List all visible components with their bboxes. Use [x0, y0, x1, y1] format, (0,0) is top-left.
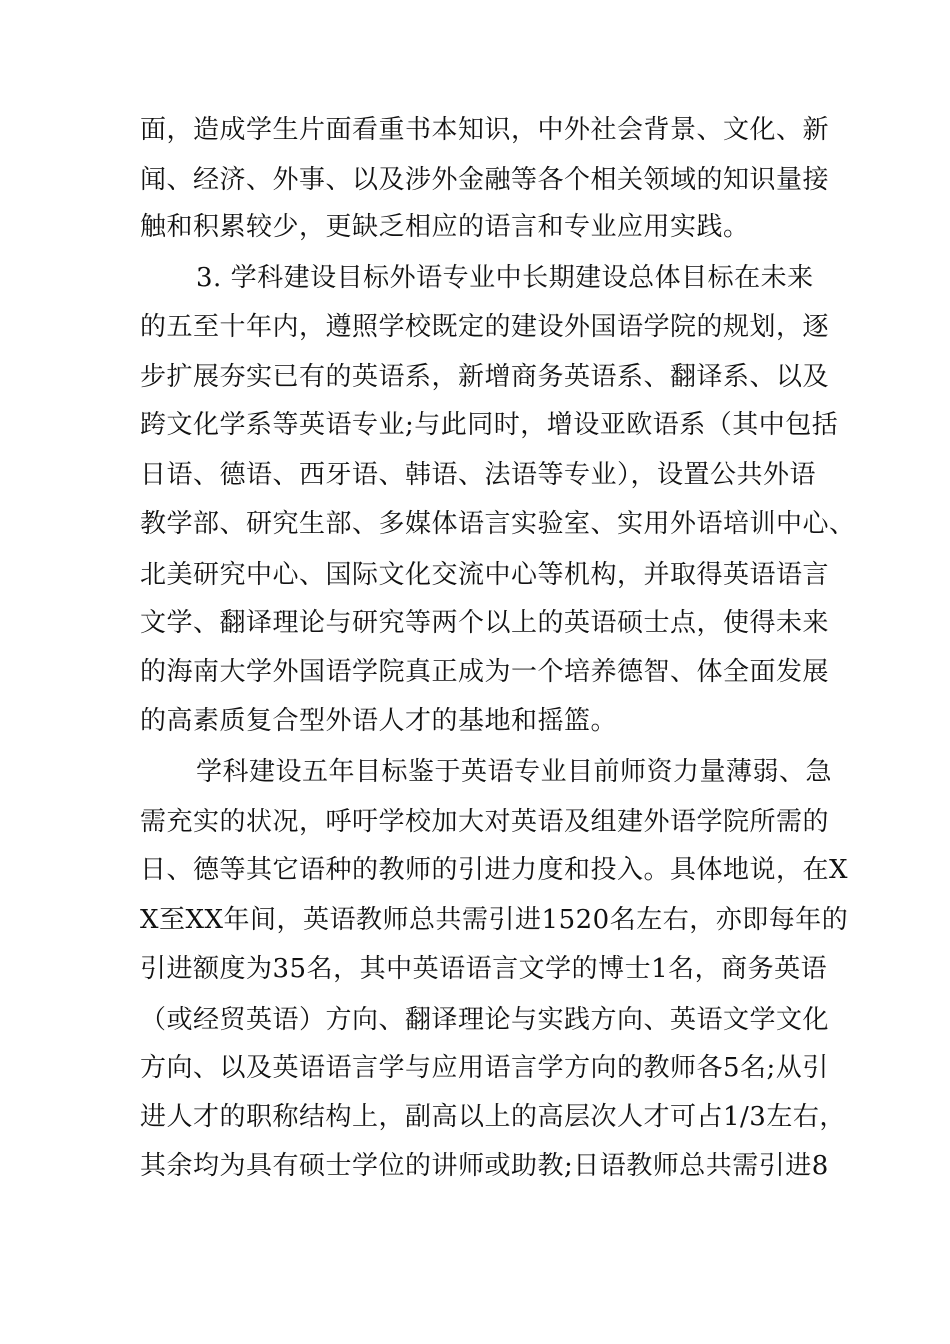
text-line: 教学部、研究生部、多媒体语言实验室、实用外语培训中心、 [140, 509, 856, 539]
text-line: 的五至十年内，遵照学校既定的建设外国语学院的规划，逐 [140, 312, 830, 342]
text-line: 闻、经济、外事、以及涉外金融等各个相关领域的知识量接 [140, 165, 830, 195]
text-line: 面，造成学生片面看重书本知识，中外社会背景、文化、新 [140, 115, 830, 145]
text-line: 方向、以及英语语言学与应用语言学方向的教师各5名;从引 [140, 1053, 829, 1083]
text-line: 需充实的状况，呼吁学校加大对英语及组建外语学院所需的 [140, 807, 830, 837]
text-line: 日、德等其它语种的教师的引进力度和投入。具体地说，在X [140, 855, 849, 885]
text-line: 步扩展夯实已有的英语系，新增商务英语系、翻译系、以及 [140, 362, 830, 392]
text-line: 北美研究中心、国际文化交流中心等机构，并取得英语语言 [140, 560, 830, 590]
text-line: 其余均为具有硕士学位的讲师或助教;日语教师总共需引进8 [140, 1151, 829, 1181]
text-line: X至XX年间，英语教师总共需引进1520名左右，亦即每年的 [140, 905, 849, 935]
text-line: 触和积累较少，更缺乏相应的语言和专业应用实践。 [140, 212, 750, 242]
text-line: 日语、德语、西牙语、韩语、法语等专业），设置公共外语 [140, 460, 817, 490]
text-line: 的高素质复合型外语人才的基地和摇篮。 [140, 706, 618, 736]
text-line: 引进额度为35名，其中英语语言文学的博士1名，商务英语 [140, 954, 828, 984]
text-line: 的海南大学外国语学院真正成为一个培养德智、体全面发展 [140, 657, 830, 687]
text-line: 文学、翻译理论与研究等两个以上的英语硕士点，使得未来 [140, 608, 830, 638]
text-line: 3. 学科建设目标外语专业中长期建设总体目标在未来 [196, 263, 814, 293]
text-line: 跨文化学系等英语专业;与此同时，增设亚欧语系（其中包括 [140, 410, 839, 440]
text-line: 学科建设五年目标鉴于英语专业目前师资力量薄弱、急 [196, 757, 833, 787]
text-line: 进人才的职称结构上，副高以上的高层次人才可占1/3左右， [140, 1102, 846, 1132]
text-line: （或经贸英语）方向、翻译理论与实践方向、英语文学文化 [140, 1005, 830, 1035]
